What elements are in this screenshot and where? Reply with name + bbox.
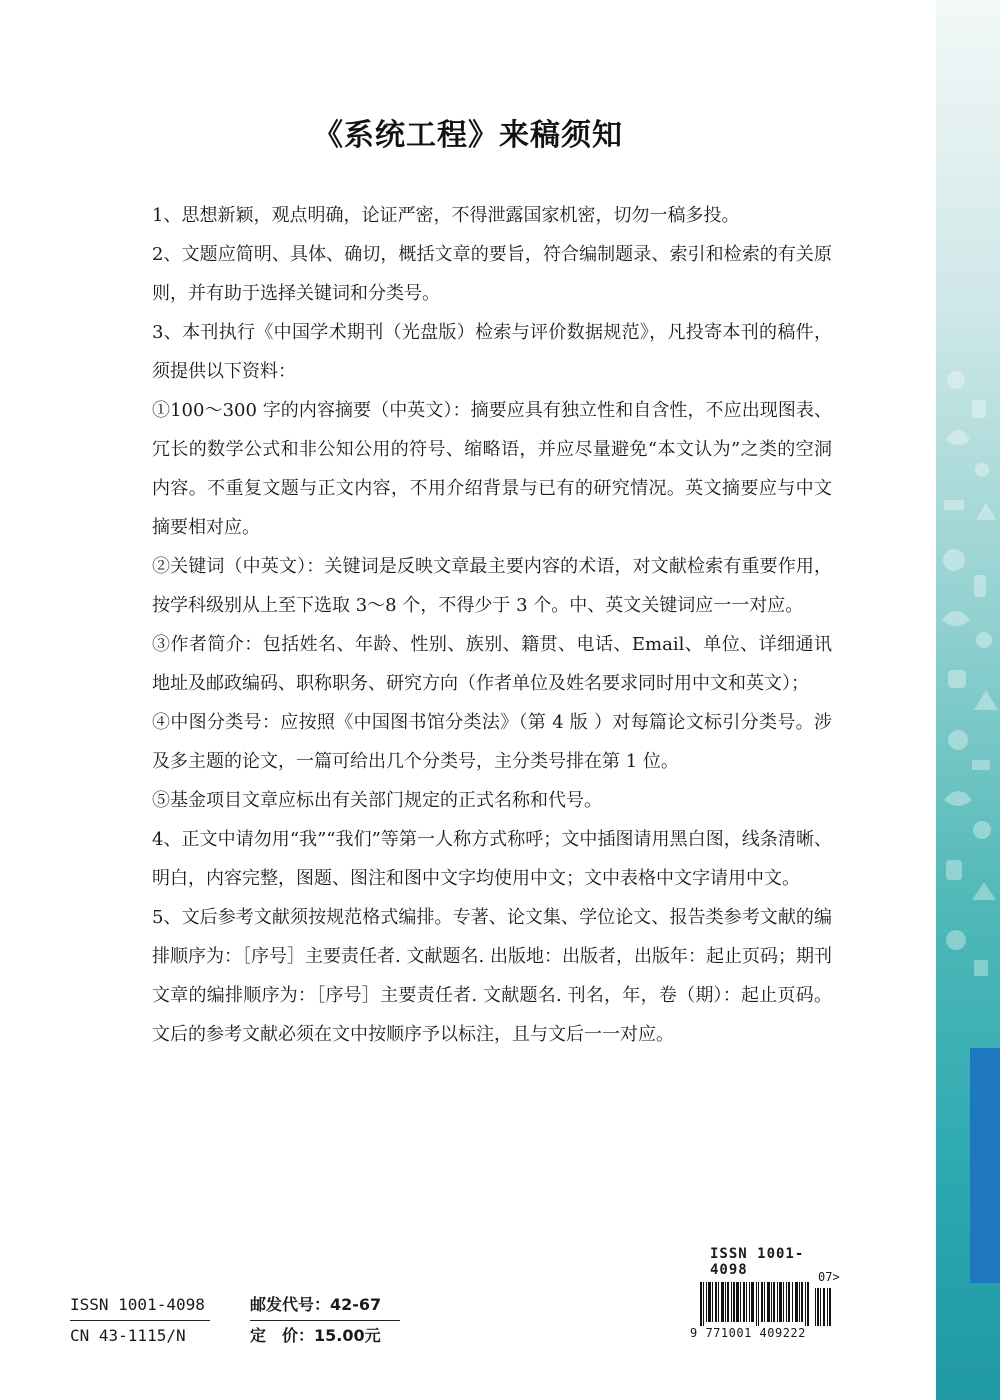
page-title: 《系统工程》来稿须知 (313, 118, 623, 153)
barcode-addon: 07> (818, 1270, 840, 1284)
decorative-side-strip (936, 0, 1000, 1400)
paragraph-3-1: ①100～300 字的内容摘要（中英文）：摘要应具有独立性和自含性，不应出现图表、冗长的数学公式和非公知公用的符号、缩略语，并应尽量避免“本文认为”之类的空洞内容。不重复文题与正文内容，不用介绍背景与已有的研究情况。英文摘要应与中文摘要相对应。 (152, 400, 832, 538)
paragraph-4: 4、正文中请勿用“我”“我们”等第一人称方式称呼；文中插图请用黑白图，线条清晰、明白，内容完整，图题、图注和图中文字均使用中文；文中表格中文字请用中文。 (152, 829, 832, 889)
issn-number: ISSN 1001-4098 (70, 1290, 210, 1321)
paragraph-3-5: ⑤基金项目文章应标出有关部门规定的正式名称和代号。 (152, 790, 602, 811)
price: 定 价：15.00元 (250, 1326, 381, 1345)
cn-number: CN 43-1115/N (70, 1326, 186, 1345)
paragraph-5: 5、文后参考文献须按规范格式编排。专著、论文集、学位论文、报告类参考文献的编排顺序为：［序号］主要责任者. 文献题名. 出版地：出版者，出版年：起止页码；期刊文章的编排顺序为：［序号］主要责任者. 文献题名. 刊名，年，卷（期）：起止页码。文后的参考文献必须在文中按顺序予以标注，且与文后一一对应。 (152, 907, 832, 1045)
issn-cn-block (70, 1290, 210, 1351)
paragraph-2: 2、文题应简明、具体、确切，概括文章的要旨，符合编制题录、索引和检索的有关原则，并有助于选择关键词和分类号。 (152, 244, 832, 304)
paragraph-3-3: ③作者简介：包括姓名、年龄、性别、族别、籍贯、电话、Email、单位、详细通讯地址及邮政编码、职称职务、研究方向（作者单位及姓名要求同时用中文和英文）； (152, 634, 832, 694)
postal-code: 邮发代号：42-67 (250, 1290, 400, 1321)
barcode-digits: 9 771001 409222 (690, 1326, 806, 1340)
paragraph-3: 3、本刊执行《中国学术期刊（光盘版）检索与评价数据规范》，凡投寄本刊的稿件，须提供以下资料： (152, 322, 832, 382)
barcode-issn-label: ISSN 1001-4098 (710, 1246, 805, 1278)
barcode-bars-icon (700, 1282, 832, 1326)
blue-accent-band (970, 1048, 1000, 1283)
paragraph-1: 1、思想新颖，观点明确，论证严密，不得泄露国家机密，切勿一稿多投。 (152, 205, 740, 226)
postal-price-block (250, 1290, 400, 1351)
guidelines-body (152, 196, 832, 1054)
paragraph-3-4: ④中图分类号：应按照《中国图书馆分类法》（第 4 版 ）对每篇论文标引分类号。涉及多主题的论文，一篇可给出几个分类号，主分类号排在第 1 位。 (152, 712, 832, 772)
eco-pattern-icon (936, 360, 1000, 1000)
barcode (690, 1242, 840, 1342)
paragraph-3-2: ②关键词（中英文）：关键词是反映文章最主要内容的术语，对文献检索有重要作用，按学科级别从上至下选取 3～8 个，不得少于 3 个。中、英文关键词应一一对应。 (152, 556, 832, 616)
